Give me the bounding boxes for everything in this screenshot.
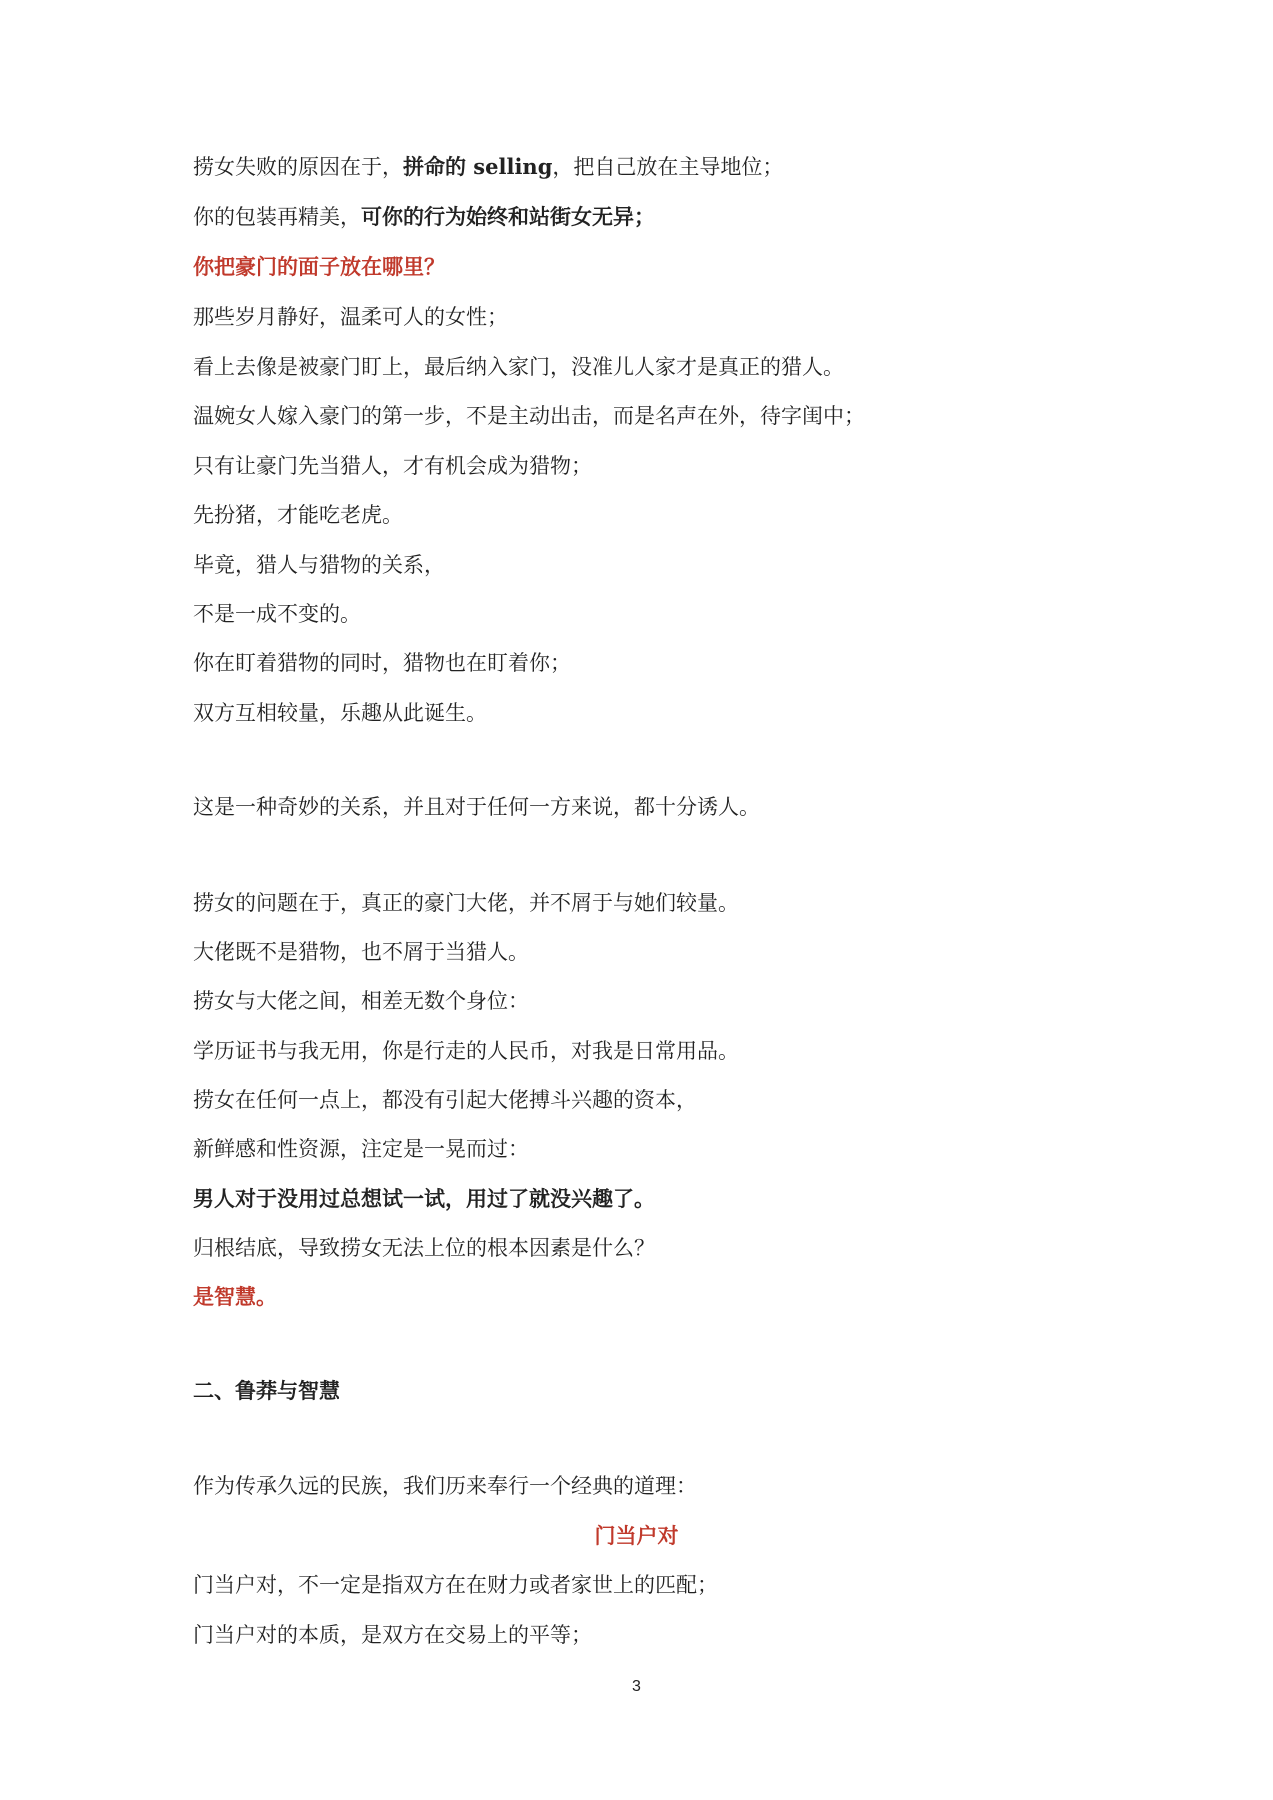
paragraph-line: 归根结底，导致捞女无法上位的根本因素是什么？ [193,1236,655,1260]
bold-text-segment: 可你的行为始终和站街女无异； [361,204,655,229]
section-heading: 二、鲁莽与智慧 [193,1378,340,1403]
paragraph-line: 门当户对的本质，是双方在交易上的平等； [193,1623,592,1647]
paragraph-line: 温婉女人嫁入豪门的第一步，不是主动出击，而是名声在外，待字闺中； [193,404,865,428]
paragraph-line: 这是一种奇妙的关系，并且对于任何一方来说，都十分诱人。 [193,795,760,819]
paragraph-line: 只有让豪门先当猎人，才有机会成为猎物； [193,454,592,478]
centered-highlight: 门当户对 [594,1523,679,1548]
paragraph-line: 看上去像是被豪门盯上，最后纳入家门，没准儿人家才是真正的猎人。 [193,355,844,379]
text-segment: 你的包装再精美， [193,205,361,229]
paragraph-line: 门当户对，不一定是指双方在在财力或者家世上的匹配； [193,1573,718,1597]
bold-line: 男人对于没用过总想试一试，用过了就没兴趣了。 [193,1186,655,1211]
highlight-line: 是智慧。 [193,1284,277,1309]
highlight-line: 你把豪门的面子放在哪里？ [193,254,445,279]
paragraph-line: 先扮猪，才能吃老虎。 [193,503,403,527]
bold-text-segment: 拼命的 selling [403,154,553,179]
paragraph-line: 你在盯着猎物的同时，猎物也在盯着你； [193,651,571,675]
text-segment: ，把自己放在主导地位； [552,155,784,179]
paragraph-line: 学历证书与我无用，你是行走的人民币，对我是日常用品。 [193,1039,739,1063]
paragraph-line: 捞女在任何一点上，都没有引起大佬搏斗兴趣的资本， [193,1088,697,1112]
paragraph-line [193,152,783,182]
paragraph-line: 大佬既不是猎物，也不屑于当猎人。 [193,940,529,964]
page-number: 3 [632,1678,641,1695]
text-segment: 捞女失败的原因在于， [193,155,403,179]
paragraph-line: 捞女的问题在于，真正的豪门大佬，并不屑于与她们较量。 [193,891,739,915]
paragraph-line: 作为传承久远的民族，我们历来奉行一个经典的道理： [193,1474,697,1498]
paragraph-line [193,202,655,232]
paragraph-line: 新鲜感和性资源，注定是一晃而过： [193,1137,529,1161]
paragraph-line: 毕竟，猎人与猎物的关系， [193,553,445,577]
paragraph-line: 捞女与大佬之间，相差无数个身位： [193,989,529,1013]
paragraph-line: 双方互相较量，乐趣从此诞生。 [193,701,487,725]
paragraph-line: 那些岁月静好，温柔可人的女性； [193,305,508,329]
paragraph-line: 不是一成不变的。 [193,602,361,626]
